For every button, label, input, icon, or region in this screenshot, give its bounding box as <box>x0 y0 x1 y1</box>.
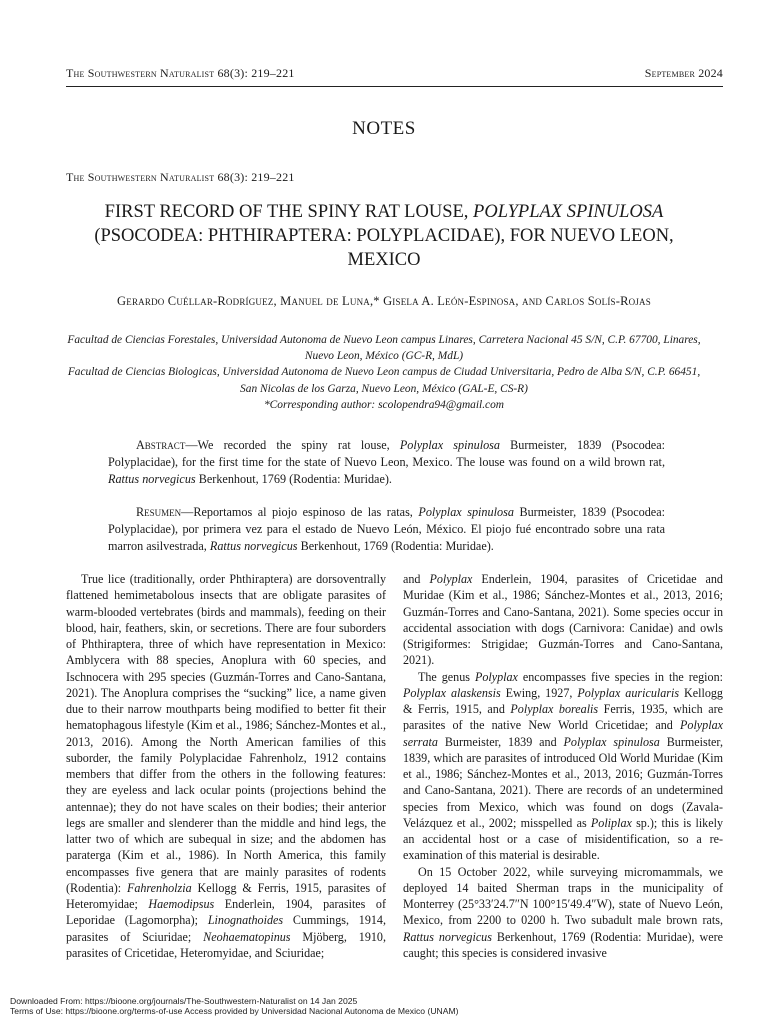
body-text: Mjöberg, 1910, parasites of Cricetidae, Heteromyidae, and Sciuridae; <box>66 929 386 960</box>
title-species: POLYPLAX SPINULOSA <box>473 202 664 222</box>
body-text: On 15 October 2022, while surveying micromammals, we deployed 14 baited Sherman traps in the municipality of Monterrey (25°33′24.7″N 100°15′49.4″W), state of Nuevo León, Mexico, from 2200 to 0200 h. Two subadult male brown rats, <box>403 864 723 928</box>
citation-link[interactable]: Guzmán-Torres and Cano-Santana, 2021 <box>66 669 386 700</box>
paragraph <box>403 571 723 669</box>
body-text: Ferris, 1935, which are parasites of the native New World Cricetidae; and <box>403 702 723 733</box>
body-text: ). In North America, this family encompasses five genera that are mainly parasites of rodents (Rodentia): <box>66 848 386 895</box>
resumen-label: Resumen <box>136 505 182 519</box>
body-column-left <box>66 571 386 1011</box>
citation-link[interactable]: Sánchez-Montes et al., 2013, 2016 <box>66 718 386 749</box>
species-name: Polyplax spinulosa <box>563 734 660 749</box>
body-text: Enderlein, 1904, parasites of Cricetidae and Muridae ( <box>403 572 723 603</box>
body-text: ). The Anoplura comprises the “sucking” lice, a name given due to their narrow mouthparts being modified to better fit their hematophagous lifestyle ( <box>66 685 386 733</box>
species-name: Polyplax alaskensis <box>403 685 501 700</box>
resumen-species: Rattus norvegicus <box>209 539 298 553</box>
abstract-species: Polyplax spinulosa <box>399 438 501 452</box>
genus-name: Linognathoides <box>207 913 284 928</box>
abstract-spanish <box>108 504 665 555</box>
title-part1: FIRST RECORD OF THE SPINY RAT LOUSE, <box>104 202 474 222</box>
citation-link[interactable]: Kim et al., 1986 <box>191 718 270 733</box>
abstract-text: Burmeister, 1839 (Psocodea: Polyplacidae), for the first time for the state of Nuevo Leon, Mexico. The louse was found on a wild brown rat, <box>108 438 665 469</box>
abstract-english <box>108 437 665 488</box>
citation-link[interactable]: Guzmán-Torres and Cano-Santana, 2021 <box>403 637 723 668</box>
body-text: ; <box>719 588 723 603</box>
article-title <box>70 200 698 272</box>
body-text: Cummings, 1914, parasites of Sciuridae; <box>66 913 386 944</box>
body-text: The genus <box>418 669 475 684</box>
species-name: Poliplax <box>590 815 632 830</box>
genus-name: Neohaematopinus <box>203 929 291 944</box>
abstract-label: Abstract <box>136 438 186 452</box>
affiliation-2: Facultad de Ciencias Biologicas, Universidad Autonoma de Nuevo Leon campus de Ciudad Universitaria, Pedro de Alba S/N, C.P. 66451, San Nicolas de los Garza, Nuevo Leon, México (GAL-E, CS-R) <box>67 366 701 395</box>
body-text: Burmeister, 1839, which are parasites of introduced Old World Muridae ( <box>403 734 723 765</box>
body-text: Ewing, 1927, <box>500 685 578 700</box>
body-text: ; misspelled as <box>513 815 591 830</box>
genus-name: Fahrenholzia <box>126 880 192 895</box>
paragraph <box>403 864 723 962</box>
resumen-text: Reportamos al piojo espinoso de las ratas, <box>193 505 419 519</box>
body-text: and <box>403 572 430 586</box>
body-text: Berkenhout, 1769 (Rodentia: Muridae), were caught; this species is considered invasive <box>403 929 723 960</box>
abstract-dash: — <box>185 438 198 452</box>
paragraph <box>403 669 723 864</box>
body-text: ). There are records of an undetermined species from Mexico, which was found on dogs ( <box>403 783 723 814</box>
running-head-date: September 2024 <box>644 66 723 80</box>
species-name: Rattus norvegicus <box>403 929 492 944</box>
corresponding-author: *Corresponding author: scolopendra94@gmail.com <box>263 398 505 411</box>
citation-link[interactable]: Guzmán-Torres and Cano-Santana, 2021 <box>403 604 603 619</box>
author-list: Gerardo Cuéllar-Rodríguez, Manuel de Luna,* Gisela A. León-Espinosa, and Carlos Solís-Rojas <box>117 294 651 308</box>
body-text: ; <box>459 767 467 781</box>
body-text: Kellogg & Ferris, 1915, and <box>403 685 723 716</box>
body-text: ; <box>536 588 545 603</box>
citation-link[interactable]: Sánchez-Montes et al., 2013, 2016 <box>544 588 720 603</box>
journal-citation-line: The Southwestern Naturalist 68(3): 219–221 <box>66 170 295 184</box>
body-column-right <box>403 571 723 1011</box>
affiliations <box>66 332 702 413</box>
body-text: ; <box>639 767 648 781</box>
abstract-species: Rattus norvegicus <box>108 472 196 486</box>
citation-link[interactable]: Guzmán-Torres and Cano-Santana, 2021 <box>403 767 723 798</box>
body-text: True lice (traditionally, order Phthiraptera) are dorsoventrally flattened hemimetabolous insects that are obligate parasites of warm-blooded vertebrates (birds and mammals), feeding on their blood, hair, feathers, skin, or secretions. There are four suborders of Phthiraptera, three of which have representation in Mexico: Amblycera with 88 species, Anoplura with 60 species, and Ischnocera with 295 species ( <box>66 572 386 684</box>
citation-link[interactable]: Zavala-Velázquez et al., 2002 <box>403 799 723 830</box>
genus-name: Polyplax <box>429 572 473 586</box>
paragraph <box>66 571 386 961</box>
title-part2: (PSOCODEA: PHTHIRAPTERA: POLYPLACIDAE), FOR NUEVO LEON, MEXICO <box>94 226 674 270</box>
running-head-journal: The Southwestern Naturalist 68(3): 219–221 <box>66 66 295 80</box>
citation-link[interactable]: Kim et al., 1986 <box>121 848 213 863</box>
abstract-text: Berkenhout, 1769 (Rodentia: Muridae). <box>195 472 392 486</box>
body-text: Burmeister, 1839 and <box>437 734 564 749</box>
download-footer <box>10 996 459 1016</box>
citation-link[interactable]: Sánchez-Montes et al., 2013, 2016 <box>466 767 640 781</box>
body-text: ). Among the North American families of this suborder, the family Polyplacidae Fahrenholz, 1912 contains members that differ from the others in the following features: they are eyeless and lack ocular points (projections behind the antennae); they do not have scales on their bodies; their anterior legs are smaller and slenderer than the middle and hind legs, the latter two of which are subequal in size; and the abdomen has paraterga ( <box>66 734 386 863</box>
body-text: Kellogg & Ferris, 1915, parasites of Heteromyidae; <box>66 880 386 911</box>
genus-name: Polyplax <box>474 669 518 684</box>
resumen-text: Berkenhout, 1769 (Rodentia: Muridae). <box>297 539 494 553</box>
body-text: sp.); this is likely an accidental host or a case of misidentification, so a re-examination of this material is desirable. <box>403 815 723 863</box>
body-text: ; <box>269 718 276 733</box>
body-text: encompasses five species in the region: <box>517 669 723 684</box>
body-text: ). <box>427 653 435 668</box>
citation-link[interactable]: Kim et al., 1986 <box>452 588 537 603</box>
species-name: Polyplax borealis <box>510 702 599 716</box>
section-title: NOTES <box>352 118 416 139</box>
species-name: Polyplax auricularis <box>577 685 680 700</box>
genus-name: Haemodipsus <box>148 897 215 911</box>
citation-link[interactable]: Kim et al., 1986 <box>403 750 723 781</box>
header-rule <box>66 86 723 87</box>
affiliation-1: Facultad de Ciencias Forestales, Universidad Autonoma de Nuevo Leon campus Linares, Carretera Nacional 45 S/N, C.P. 67700, Linares, Nuevo Leon, México (GC-R, MdL) <box>67 334 701 363</box>
body-columns <box>66 571 723 1011</box>
resumen-text: Burmeister, 1839 (Psocodea: Polyplacidae), por primera vez para el estado de Nuevo León, México. El piojo fué encontrado sobre una rata marron asilvestrada, <box>108 505 666 553</box>
body-text: Enderlein, 1904, parasites of Leporidae (Lagomorpha); <box>66 897 386 928</box>
download-source-line: Downloaded From: https://bioone.org/journals/The-Southwestern-Naturalist on 14 Jan 2025 <box>10 996 358 1006</box>
species-name: Polyplax serrata <box>403 718 723 749</box>
resumen-dash: — <box>181 505 194 519</box>
body-text: ). Some species occur in accidental association with dogs (Carnivora: Canidae) and owls (Strigiformes: Strigidae; <box>403 604 723 651</box>
running-head <box>66 66 723 81</box>
resumen-species: Polyplax spinulosa <box>418 505 514 519</box>
abstract-text: We recorded the spiny rat louse, <box>197 438 400 452</box>
terms-of-use-line: Terms of Use: https://bioone.org/terms-of-use Access provided by Universidad Nacional Autonoma de Mexico (UNAM) <box>10 1006 459 1016</box>
